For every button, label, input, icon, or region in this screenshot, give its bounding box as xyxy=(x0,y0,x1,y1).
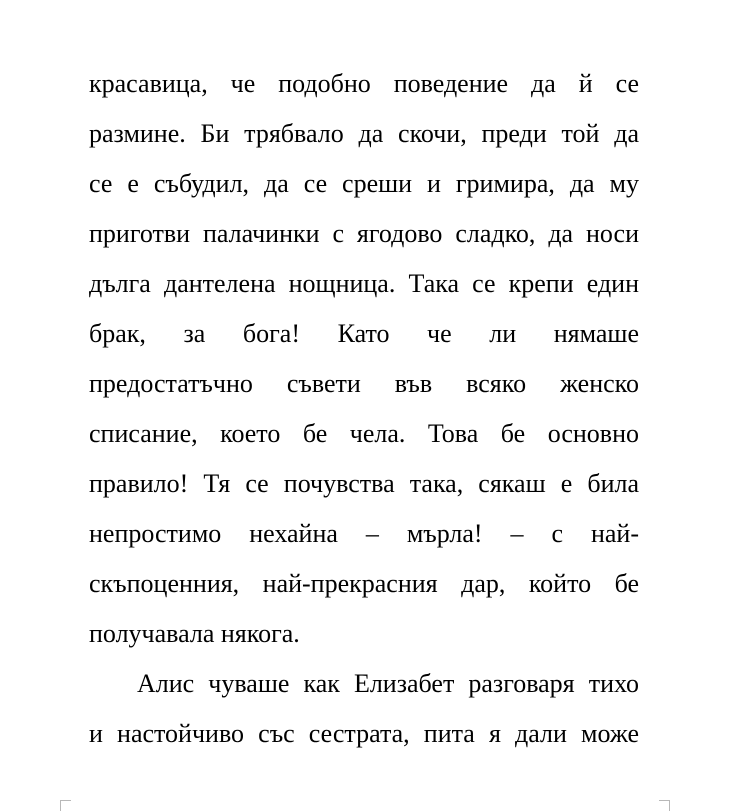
text-line-12: получавала някога. xyxy=(89,619,300,648)
text-line-14: и настойчиво със сестрата, пита я дали може xyxy=(89,719,639,748)
text-line-10: непростимо нехайна – мърла! – с най- xyxy=(89,519,639,548)
text-line-5: дълга дантелена нощница. Така се крепи един xyxy=(89,269,639,298)
text-line-3: се е събудил, да се среши и гримира, да му xyxy=(89,169,639,198)
text-line-8: списание, което бе чела. Това бе основно xyxy=(89,419,639,448)
text-line-1: красавица, че подобно поведение да й се xyxy=(89,69,639,98)
text-line-13: Алис чуваше как Елизабет разговаря тихо xyxy=(137,669,639,698)
text-line-11: скъпоценния, най-прекрасния дар, който бе xyxy=(89,569,639,598)
margin-corner-mark-left xyxy=(60,800,71,811)
body-text xyxy=(89,64,639,764)
text-line-6: брак, за бога! Като че ли нямаше xyxy=(89,319,639,348)
text-line-2: размине. Би трябвало да скочи, преди той да xyxy=(89,119,639,148)
text-line-7: предостатъчно съвети във всяко женско xyxy=(89,369,639,398)
margin-corner-mark-right xyxy=(659,800,670,811)
text-line-4: приготви палачинки с ягодово сладко, да носи xyxy=(89,219,639,248)
text-line-9: правило! Тя се почувства така, сякаш е била xyxy=(89,469,639,498)
